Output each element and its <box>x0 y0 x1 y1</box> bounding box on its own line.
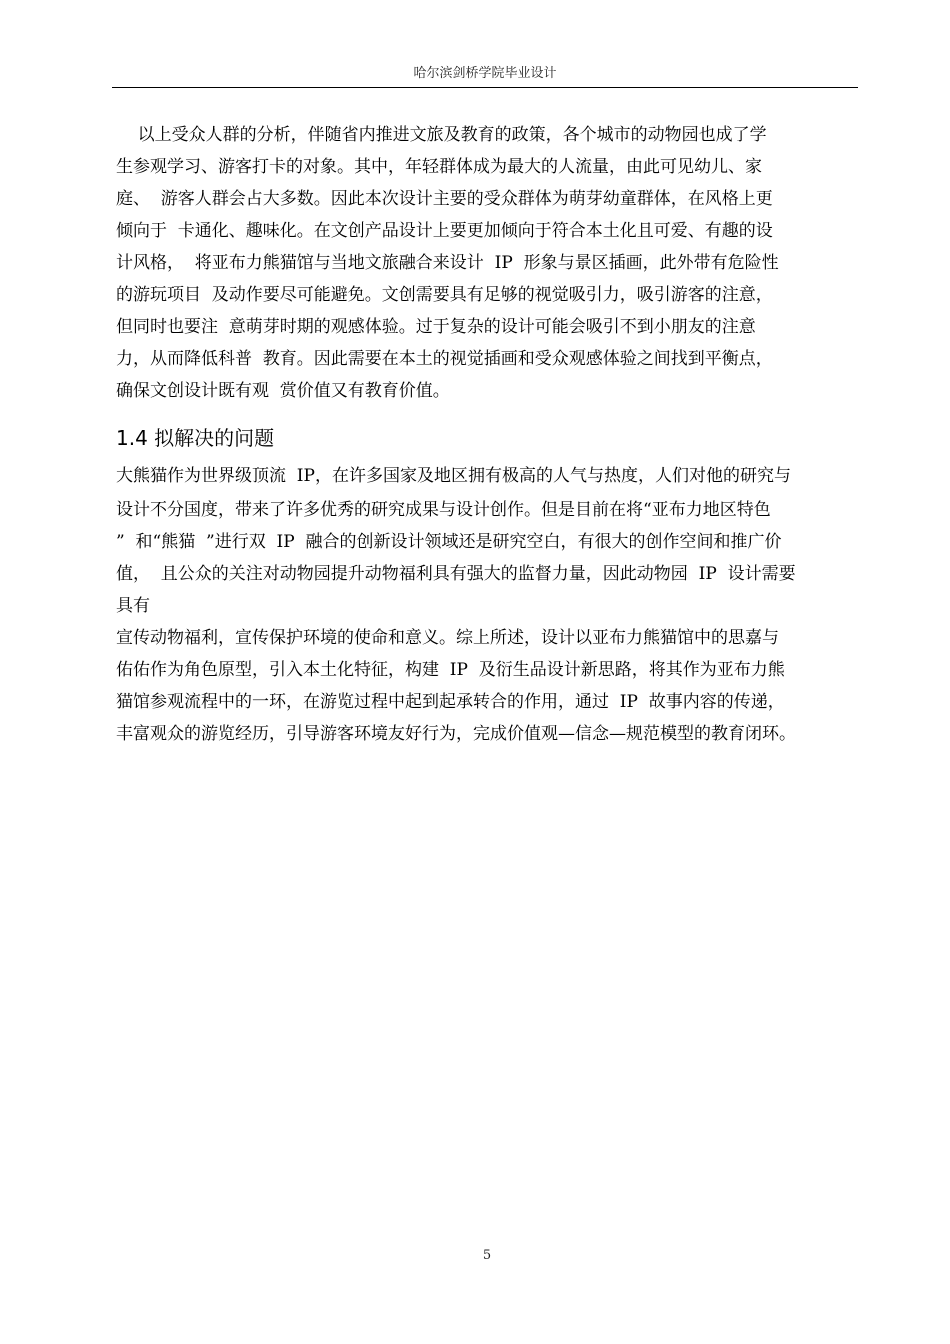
paragraph-line: 计风格， 将亚布力熊猫馆与当地文旅融合来设计 IP 形象与景区插画，此外带有危险性 <box>116 253 779 273</box>
paragraph-line: 丰富观众的游览经历，引导游客环境友好行为，完成价值观—信念—规范模型的教育闭环。 <box>116 724 796 744</box>
paragraph-line: 确保文创设计既有观 赏价值又有教育价值。 <box>116 381 450 401</box>
page-number: 5 <box>482 1248 492 1263</box>
paragraph-line: 的游玩项目 及动作要尽可能避免。文创需要具有足够的视觉吸引力，吸引游客的注意， <box>116 285 773 305</box>
paragraph-line: 大熊猫作为世界级顶流 IP，在许多国家及地区拥有极高的人气与热度，人们对他的研究与 <box>116 466 791 486</box>
page-header: 哈尔滨剑桥学院毕业设计 <box>413 66 557 81</box>
paragraph-line: 值， 且公众的关注对动物园提升动物福利具有强大的监督力量，因此动物园 IP 设计需要 <box>116 564 796 584</box>
paragraph-line: 宣传动物福利，宣传保护环境的使命和意义。综上所述，设计以亚布力熊猫馆中的思嘉与 <box>116 628 779 648</box>
paragraph-line: 力，从而降低科普 教育。因此需要在本土的视觉插画和受众观感体验之间找到平衡点， <box>116 349 773 369</box>
paragraph-line: 设计不分国度，带来了许多优秀的研究成果与设计创作。但是目前在将“亚布力地区特色 <box>116 500 771 520</box>
paragraph-line: 倾向于 卡通化、趣味化。在文创产品设计上要更加倾向于符合本土化且可爱、有趣的设 <box>116 221 773 241</box>
header-divider <box>112 87 858 88</box>
paragraph-line: 庭、 游客人群会占大多数。因此本次设计主要的受众群体为萌芽幼童群体，在风格上更 <box>116 189 773 209</box>
paragraph-line: 猫馆参观流程中的一环，在游览过程中起到起承转合的作用，通过 IP 故事内容的传递， <box>116 692 785 712</box>
paragraph-problems-to-solve <box>116 460 862 750</box>
paragraph-line: 佑佑作为角色原型，引入本土化特征，构建 IP 及衍生品设计新思路，将其作为亚布力熊 <box>116 660 785 680</box>
section-heading: 1.4 拟解决的问题 <box>116 426 275 450</box>
paragraph-line: 以上受众人群的分析，伴随省内推进文旅及教育的政策，各个城市的动物园也成了学 <box>116 125 767 145</box>
paragraph-line: 但同时也要注 意萌芽时期的观感体验。过于复杂的设计可能会吸引不到小朋友的注意 <box>116 317 756 337</box>
paragraph-line: 生参观学习、游客打卡的对象。其中，年轻群体成为最大的人流量，由此可见幼儿、家 <box>116 157 762 177</box>
paragraph-line: ” 和“熊猫 ”进行双 IP 融合的创新设计领域还是研究空白，有很大的创作空间和推广价 <box>116 532 782 552</box>
paragraph-line: 具有 <box>116 596 150 616</box>
paragraph-audience-analysis <box>116 119 862 407</box>
